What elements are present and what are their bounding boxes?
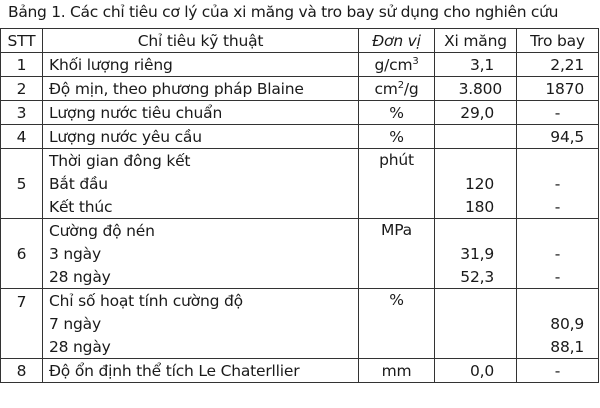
row-stt: 3 bbox=[1, 101, 43, 125]
row-criterion: Lượng nước yêu cầu bbox=[43, 125, 359, 149]
row-unit: MPa bbox=[359, 219, 435, 289]
row-unit: % bbox=[359, 101, 435, 125]
header-cement: Xi măng bbox=[435, 29, 517, 53]
row-flyash: 94,5 bbox=[517, 125, 599, 149]
row-flyash: 1870 bbox=[517, 77, 599, 101]
row-flyash: - bbox=[517, 101, 599, 125]
row-flyash: - bbox=[517, 242, 599, 265]
row-cement: 52,3 bbox=[435, 265, 517, 289]
row-cement bbox=[435, 219, 517, 243]
row-cement: 3,1 bbox=[435, 53, 517, 77]
row-criterion: Cường độ nén bbox=[43, 219, 359, 243]
row-criterion: Chỉ số hoạt tính cường độ bbox=[43, 289, 359, 313]
row-cement: 120 bbox=[435, 172, 517, 195]
row-flyash: 80,9 bbox=[517, 312, 599, 335]
row-flyash: - bbox=[517, 265, 599, 289]
row-stt: 4 bbox=[1, 125, 43, 149]
row-cement: 31,9 bbox=[435, 242, 517, 265]
table-row bbox=[1, 289, 599, 313]
row-flyash: - bbox=[517, 359, 599, 383]
row-criterion: Thời gian đông kết bbox=[43, 149, 359, 173]
row-stt: 2 bbox=[1, 77, 43, 101]
table-subrow bbox=[1, 265, 599, 289]
row-unit: $cm^2/g$ bbox=[359, 77, 435, 101]
row-cement: 180 bbox=[435, 195, 517, 219]
header-unit: Đơn vị bbox=[359, 29, 435, 53]
row-cement bbox=[435, 149, 517, 173]
table-caption: Bảng 1. Các chỉ tiêu cơ lý của xi măng và tro bay sử dụng cho nghiên cứu bbox=[8, 3, 559, 21]
row-criterion: Khối lượng riêng bbox=[43, 53, 359, 77]
row-flyash bbox=[517, 149, 599, 173]
row-criterion: Độ mịn, theo phương pháp Blaine bbox=[43, 77, 359, 101]
row-criterion: Kết thúc bbox=[43, 195, 359, 219]
table-row bbox=[1, 53, 599, 77]
table-subrow bbox=[1, 242, 599, 265]
row-flyash: 88,1 bbox=[517, 335, 599, 359]
row-flyash: - bbox=[517, 172, 599, 195]
header-criterion: Chỉ tiêu kỹ thuật bbox=[43, 29, 359, 53]
table-subrow bbox=[1, 312, 599, 335]
row-stt: 6 bbox=[1, 219, 43, 289]
row-cement bbox=[435, 125, 517, 149]
row-cement bbox=[435, 312, 517, 335]
row-flyash bbox=[517, 289, 599, 313]
table-subrow bbox=[1, 335, 599, 359]
properties-table bbox=[0, 28, 599, 383]
table-row bbox=[1, 359, 599, 383]
row-cement: 0,0 bbox=[435, 359, 517, 383]
row-stt: 5 bbox=[1, 149, 43, 219]
row-unit: $g/cm^3$ bbox=[359, 53, 435, 77]
row-criterion: 28 ngày bbox=[43, 265, 359, 289]
row-unit: % bbox=[359, 289, 435, 359]
table-subrow bbox=[1, 172, 599, 195]
row-criterion: Độ ổn định thể tích Le Chaterllier bbox=[43, 359, 359, 383]
table-row bbox=[1, 219, 599, 243]
row-cement: 3.800 bbox=[435, 77, 517, 101]
row-criterion: 7 ngày bbox=[43, 312, 359, 335]
header-stt: STT bbox=[1, 29, 43, 53]
row-stt: 7 bbox=[1, 289, 43, 359]
row-criterion: Lượng nước tiêu chuẩn bbox=[43, 101, 359, 125]
row-flyash: - bbox=[517, 195, 599, 219]
row-flyash bbox=[517, 219, 599, 243]
table-row bbox=[1, 101, 599, 125]
row-flyash: 2,21 bbox=[517, 53, 599, 77]
table-row bbox=[1, 149, 599, 173]
row-criterion: 28 ngày bbox=[43, 335, 359, 359]
header-row bbox=[1, 29, 599, 53]
row-stt: 8 bbox=[1, 359, 43, 383]
row-unit: % bbox=[359, 125, 435, 149]
row-cement: 29,0 bbox=[435, 101, 517, 125]
header-flyash: Tro bay bbox=[517, 29, 599, 53]
row-unit: mm bbox=[359, 359, 435, 383]
row-criterion: Bắt đầu bbox=[43, 172, 359, 195]
row-cement bbox=[435, 289, 517, 313]
table-row bbox=[1, 77, 599, 101]
row-unit: phút bbox=[359, 149, 435, 219]
row-criterion: 3 ngày bbox=[43, 242, 359, 265]
row-cement bbox=[435, 335, 517, 359]
table-row bbox=[1, 125, 599, 149]
row-stt: 1 bbox=[1, 53, 43, 77]
table-subrow bbox=[1, 195, 599, 219]
